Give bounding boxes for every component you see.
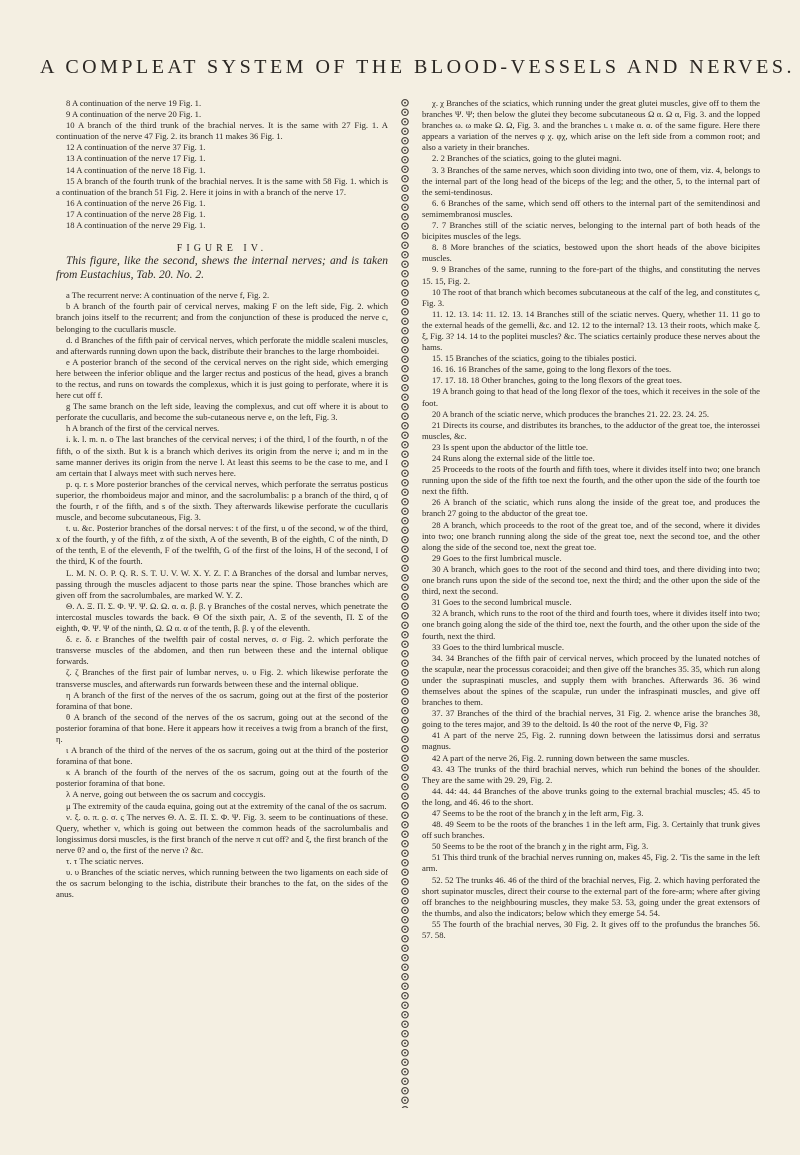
legend-entry: i. k. l. m. n. o The last branches of the cervical nerves; i of the third, l of the fourth, n of the fifth, o of the sixth. But k is a branch which derives its origin from the nerve i; and m in the same manner derives its origin from the nerve l. At least this seems to be the case to me, and I am certain that I always meet with such nerves here. [56,434,388,478]
legend-entry: 11. 12. 13. 14: 11. 12. 13. 14 Branches still of the sciatic nerves. Query, whether 11. 11 go to the external heads of the gemelli, &c. and 12. 12 to the internal? 13. 13 their roots, which make ξ. ξ, Fig. 3? 14. 14 to the poplitei muscles? &c. The sciatics certainly produce these nerves about the hams. [422,308,760,353]
legend-entry: λ A nerve, going out between the os sacrum and coccygis. [66,789,266,800]
legend-entry: p. q. r. s More posterior branches of the cervical nerves, which perforate the serratus posticus superior, the rhomboideus major and minor, and the sacrolumbalis: p a branch of the third, q of the fourth, r of the fifth, and s of the sixth. They afterwards likewise perforate the cucullaris muscle, and become subcutaneous, Fig. 3. [56,478,388,523]
legend-entry: 23 Is spent upon the abductor of the little toe. [432,441,589,452]
legend-entry: θ A branch of the second of the nerves of the os sacrum, going out at the second of the posterior foramina of that bone. Here it appears how it receives a twig from a branch of the first, η. [56,711,388,744]
legend-entry: 10 The root of that branch which becomes subcutaneous at the calf of the leg, and constitutes ϛ, Fig. 3. [422,286,760,308]
legend-entry: 51 This third trunk of the brachial nerves running on, makes 45, Fig. 2. 'Tis the same in the left arm. [422,852,760,874]
legend-entry: 10 A branch of the third trunk of the brachial nerves. It is the same with 27 Fig. 1. A continuation of the nerve 47 Fig. 2. its branch 11 makes 36 Fig. 1. [56,120,388,142]
legend-entry: 42 A part of the nerve 26, Fig. 2. running down between the same muscles. [432,752,690,763]
legend-entry: L. M. N. O. P. Q. R. S. T. U. V. W. X. Y. Z. Γ. Δ Branches of the dorsal and lumbar nerves, passing through the muscles adjacent to those parts near the spine. Those branches which are given off from the sacrolumbales, are marked W. Y. Z. [56,567,388,600]
legend-entry: η A branch of the first of the nerves of the os sacrum, going out at the first of the posterior foramina of that bone. [56,689,388,711]
legend-entry: 37. 37 Branches of the third of the brachial nerves, 31 Fig. 2. whence arise the branches 38, going to the teres major, and 39 to the deltoid. Is 40 the root of the nerve Φ, Fig. 3? [422,708,760,730]
legend-entry: ζ. ζ Branches of the first pair of lumbar nerves, υ. υ Fig. 2. which likewise perforate the transverse muscles, and afterwards run forwards between these and the internal oblique. [56,667,388,689]
ornamental-column-rule [398,98,412,1108]
legend-entry: h A branch of the first of the cervical nerves. [66,423,220,434]
legend-entry: a The recurrent nerve: A continuation of the nerve f, Fig. 2. [66,290,270,301]
figure-intro: This figure, like the second, shews the internal nerves; and is taken from Eustachius, Tab. 20. No. 2. [56,255,388,282]
legend-entry: 26 A branch of the sciatic, which runs along the inside of the great toe, and produces the branch 27 going to the abductor of the great toe. [422,497,760,519]
legend-entry: 29 Goes to the first lumbrical muscle. [432,552,562,563]
legend-entry: 24 Runs along the external side of the little toe. [432,453,595,463]
legend-entry: 43. 43 The trunks of the third brachial nerves, which run behind the bones of the shoulder. They are the same with 29. 29, Fig. 2. [422,763,760,785]
legend-entry: Θ. Λ. Ξ. Π. Σ. Φ. Ψ. Ψ. Ω. Ω. α. α. β. β. γ Branches of the costal nerves, which penetrate the intercostal muscles towards the back. Θ Of the sixth pair, Λ. Ξ of the seventh, Π. Σ of the eighth, Φ. Ψ. Ψ of the ninth, Ω. Ω α. α of the tenth, β. β. γ of the eleventh. [56,600,388,634]
legend-entry: 6. 6 Branches of the same, which send off others to the internal part of the semitendinosi and semimembranosi muscles. [422,197,760,219]
left-top-list [56,98,388,231]
legend-entry: 47 Seems to be the root of the branch χ in the left arm, Fig. 3. [432,808,644,818]
legend-entry: 31 Goes to the second lumbrical muscle. [432,597,572,608]
legend-entry: 41 A part of the nerve 25, Fig. 2. running down between the latissimus dorsi and serratus magnus. [422,730,760,752]
legend-entry: 16 A continuation of the nerve 26 Fig. 1. [66,197,206,208]
legend-entry: 14 A continuation of the nerve 18 Fig. 1. [66,164,206,175]
figure-heading: FIGURE IV. [176,243,268,255]
legend-entry: 52. 52 The trunks 46. 46 of the third of the brachial nerves, Fig. 2. which having perforated the short supinator muscles, direct their course to the external part of the fore-arm; where after giving off branches to the neighbouring muscles, they make 53. 53, going under the great extensors of the thumbs, and also the indicators; below which they emerge 54. 54. [422,874,760,918]
right-legend-list [422,98,760,941]
left-column [56,98,388,1118]
legend-entry: 33 Goes to the third lumbrical muscle. [432,641,564,652]
legend-entry: υ. υ Branches of the sciatic nerves, which running between the two ligaments on each side of the os sacrum belonging to the ischia, distribute their branches to the fat, on the sides of the anus. [56,867,388,900]
legend-entry: 17. 17. 18. 18 Other branches, going to the long flexors of the great toes. [432,375,682,386]
legend-entry: t. u. &c. Posterior branches of the dorsal nerves: t of the first, u of the second, w of the third, x of the fourth, y of the fifth, z of the sixth, A of the seventh, B of the eighth, C of the ninth, D of the tenth, E of the eleventh, F of the twelfth, G of the first of the loins, H of the second, I of the third, K of the fourth. [56,523,388,567]
legend-entry: 7. 7 Branches still of the sciatic nerves, belonging to the internal part of both heads of the bicipites muscles of the legs. [422,220,760,242]
legend-entry: 15 A branch of the fourth trunk of the brachial nerves. It is the same with 58 Fig. 1. which is a continuation of the branch 51 Fig. 2. Here it joins in with a branch of the nerve 17. [56,175,388,197]
legend-entry: ι A branch of the third of the nerves of the os sacrum, going out at the third of the posterior foramina of that bone. [56,745,388,767]
legend-entry: 15. 15 Branches of the sciatics, going to the tibiales postici. [432,353,637,364]
legend-entry: 55 The fourth of the brachial nerves, 30 Fig. 2. It gives off to the profundus the branches 56. 57. 58. [422,918,760,941]
legend-entry: 28 A branch, which proceeds to the root of the great toe, and of the second, where it divides into two; one branch running along the side of the great toe, next the second toe, and the other along the side of the second toe, next the great toe. [422,519,760,552]
legend-entry: 48. 49 Seem to be the roots of the branches 1 in the left arm, Fig. 3. Certainly that trunk gives off such branches. [422,819,760,841]
legend-entry: 18 A continuation of the nerve 29 Fig. 1. [66,220,206,231]
legend-entry: 30 A branch, which goes to the root of the second and third toes, and there dividing into two; one branch runs upon the side of the second toe, next the third; and the other upon the side of the third, next the second. [422,563,760,597]
legend-entry: 17 A continuation of the nerve 28 Fig. 1. [66,208,206,219]
legend-entry: 50 Seems to be the root of the branch χ in the right arm, Fig. 3. [432,841,649,852]
legend-entry: 32 A branch, which runs to the root of the third and fourth toes, where it divides itself into two; one branch going along the side of the third toe, next the fourth, and the other upon the side of the fourth, next the third. [422,608,760,641]
legend-entry: 9 A continuation of the nerve 20 Fig. 1. [66,109,202,120]
legend-entry: 21 Directs its course, and distributes its branches, to the adductor of the great toe, the interossei muscles, &c. [422,419,760,441]
legend-entry: ν. ξ. ο. π. ϱ. σ. ς The nerves Θ. Λ. Ξ. Π. Σ. Φ. Ψ. Fig. 3. seem to be continuations of these. Query, whether ν, which is going out between the common heads of the sacrolumbalis and longissimus dorsi muscles, is the first branch of the nerve π cut off? and ξ, the first branch of the nerve θ? and ο, the first of the nerve ι? &c. [56,811,388,855]
legend-entry: μ The extremity of the cauda equina, going out at the extremity of the canal of the os sacrum. [66,800,387,811]
legend-entry: e A posterior branch of the second of the cervical nerves on the right side, which emerging here between the inferior oblique and the larger rectus and posticus of the head, gives a branch to the rectus, and runs on towards the complexus, which it is just going to perforate, where it is here cut off f. [56,356,388,401]
legend-entry: 20 A branch of the sciatic nerve, which produces the branches 21. 22. 23. 24. 25. [432,408,710,419]
legend-entry: 44. 44: 44. 44 Branches of the above trunks going to the external brachial muscles; 45. 45 to the long, and 46. 46 to the short. [422,785,760,807]
right-column [422,98,760,1118]
legend-entry: 16. 16. 16 Branches of the same, going to the long flexors of the toes. [432,364,672,375]
legend-entry: 34. 34 Branches of the fifth pair of cervical nerves, which proceed by the lunated notches of the scapulæ, near the processus coracoidei; and then give off the branches 35. 35, which run along under the supraspinati muscles, and supply them with branches. Afterwards 36. 36 wind themselves about the spines of the scapulæ, run under the infraspinati muscles, and give off branches to them. [422,652,760,708]
legend-entry: δ. ε. δ. ε Branches of the twelfth pair of costal nerves, σ. σ Fig. 2. which perforate the transverse muscles of the abdomen, and then run between these and the internal oblique forwards. [56,634,388,667]
legend-entry: g The same branch on the left side, leaving the complexus, and cut off where it is about to perforate the cucullaris, and become the sub-cutaneous nerve e, on the left, Fig. 3. [56,401,388,423]
legend-entry: τ. τ The sciatic nerves. [66,856,144,866]
legend-entry: 19 A branch going to that head of the long flexor of the toes, which it receives in the sole of the foot. [422,386,760,408]
legend-entry: 2. 2 Branches of the sciatics, going to the glutei magni. [432,153,622,164]
legend-entry: 13 A continuation of the nerve 17 Fig. 1. [66,153,206,164]
legend-entry: 25 Proceeds to the roots of the fourth and fifth toes, where it divides itself into two; one branch running upon the side of the fifth toe next the fourth, and the other upon the side of the fourth toe next the fifth. [422,464,760,497]
legend-entry: κ A branch of the fourth of the nerves of the os sacrum, going out at the fourth of the posterior foramina of that bone. [56,767,388,789]
running-head: A COMPLEAT SYSTEM OF THE BLOOD-VESSELS AND NERVES. [40,56,795,78]
ornament-chain [398,98,412,1108]
legend-entry: 8. 8 More branches of the sciatics, bestowed upon the short heads of the above bicipites muscles. [422,242,760,264]
legend-entry: χ. χ Branches of the sciatics, which running under the great glutei muscles, give off to them the branches Ψ. Ψ; then below the glutei they become subcutaneous Ω α. Ω α, Fig. 3. and the lopped branches ω. ω make Ω. Ω, Fig. 3. and the branches ι. ι make α. α. of the same figure. Here there appears a variation of the nerves φ χ. φχ, which arise on the left side from a common root; and also a variety in their branches. [422,98,760,153]
legend-entry: d. d Branches of the fifth pair of cervical nerves, which perforate the middle scaleni muscles, and afterwards running down upon the back, distribute their branches to the large rhomboidei. [56,334,388,356]
legend-entry: 12 A continuation of the nerve 37 Fig. 1. [66,142,206,153]
legend-entry: 8 A continuation of the nerve 19 Fig. 1. [66,98,202,108]
legend-entry: 3. 3 Branches of the same nerves, which soon dividing into two, one of them, viz. 4, belongs to the internal part of the long head of the biceps of the leg; and the other, 5, to the internal part of the semi-tendinosus. [422,164,760,197]
legend-entry: 9. 9 Branches of the same, running to the fore-part of the thighs, and constituting the nerves 15. 15, Fig. 2. [422,264,760,286]
figure-legend-list [56,290,388,900]
legend-entry: b A branch of the fourth pair of cervical nerves, making F on the left side, Fig. 2. which branch joins itself to the recurrent; and from the conjunction of these is produced the nerve c, belonging to the cucullaris muscle. [56,301,388,334]
